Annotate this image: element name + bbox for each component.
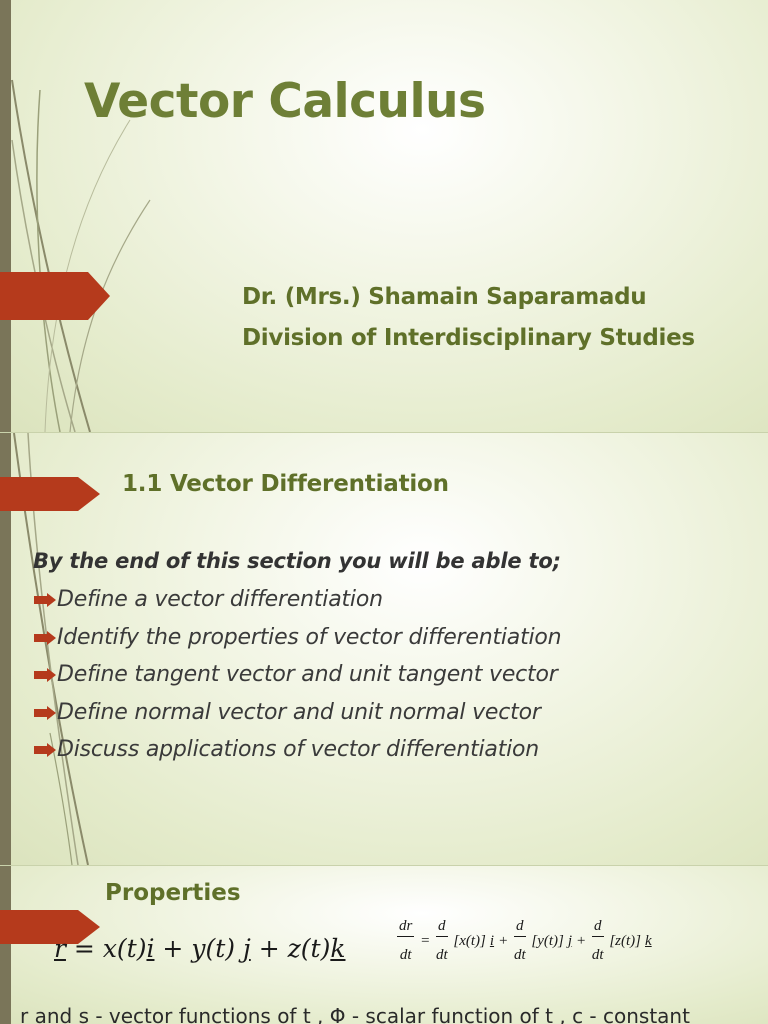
eq-plus: + xyxy=(162,934,184,963)
eq-term: x(t) xyxy=(102,934,147,963)
fraction-denominator: dt xyxy=(399,947,412,963)
list-item xyxy=(34,585,561,623)
deriv-lhs-fraction xyxy=(397,918,414,964)
vector-equation xyxy=(54,934,345,963)
fraction-numerator: d xyxy=(436,918,448,937)
eq-lhs: r xyxy=(54,934,66,963)
fraction-numerator: d xyxy=(514,918,526,937)
list-item xyxy=(34,698,561,736)
fraction-denominator: dt xyxy=(591,947,604,963)
author-name: Dr. (Mrs.) Shamain Saparamadu xyxy=(242,284,647,310)
eq-unit: k xyxy=(330,934,346,963)
fraction-denominator: dt xyxy=(435,947,448,963)
presentation-title: Vector Calculus xyxy=(84,74,486,129)
eq-term: [x(t)] xyxy=(453,932,486,949)
eq-equals: = xyxy=(73,934,95,963)
eq-plus: + xyxy=(576,932,587,949)
objective-text: Define tangent vector and unit tangent vector xyxy=(57,662,558,687)
title-slide xyxy=(0,0,768,432)
eq-term: [y(t)] xyxy=(531,932,564,949)
eq-unit: k xyxy=(645,932,652,949)
d-dt-fraction xyxy=(436,918,448,964)
objective-text: Discuss applications of vector differentiation xyxy=(57,737,540,762)
d-dt-fraction xyxy=(592,918,604,964)
properties-heading: Properties xyxy=(105,880,241,906)
objective-text: Define a vector differentiation xyxy=(57,587,383,612)
eq-term: y(t) xyxy=(191,934,236,963)
decorative-curves xyxy=(0,0,160,432)
department-name: Division of Interdisciplinary Studies xyxy=(242,325,695,351)
d-dt-fraction xyxy=(514,918,526,964)
fraction-denominator: dt xyxy=(513,947,526,963)
properties-slide xyxy=(0,866,768,1024)
fraction-numerator: d xyxy=(592,918,604,937)
objectives-intro: By the end of this section you will be able to; xyxy=(33,549,561,573)
eq-plus: + xyxy=(258,934,280,963)
eq-equals: = xyxy=(420,932,431,949)
objective-text: Identify the properties of vector differentiation xyxy=(57,624,562,650)
section-arrow-tab xyxy=(0,272,110,320)
arrow-bullet-icon xyxy=(34,743,56,757)
derivative-equation xyxy=(397,918,654,964)
eq-unit: j xyxy=(567,932,573,949)
objectives-slide xyxy=(0,433,768,865)
definitions-line: r and s - vector functions of t , Φ - scalar function of t , c - constant xyxy=(20,1004,690,1024)
arrow-bullet-icon xyxy=(34,631,56,645)
eq-term: z(t) xyxy=(287,934,331,963)
list-item xyxy=(34,735,561,773)
slide-edge-bar xyxy=(0,866,11,1024)
list-item xyxy=(34,623,561,661)
eq-unit: j xyxy=(242,934,251,963)
section-heading: 1.1 Vector Differentiation xyxy=(122,471,449,497)
arrow-bullet-icon xyxy=(34,593,56,607)
fraction-numerator: dr xyxy=(397,918,414,937)
arrow-bullet-icon xyxy=(34,668,56,682)
eq-unit: i xyxy=(489,932,495,949)
eq-term: [z(t)] xyxy=(609,932,641,949)
eq-unit: i xyxy=(146,934,155,963)
objective-text: Define normal vector and unit normal vector xyxy=(57,699,541,725)
objectives-list xyxy=(34,585,561,773)
list-item xyxy=(34,660,561,698)
eq-plus: + xyxy=(498,932,509,949)
arrow-bullet-icon xyxy=(34,706,56,720)
